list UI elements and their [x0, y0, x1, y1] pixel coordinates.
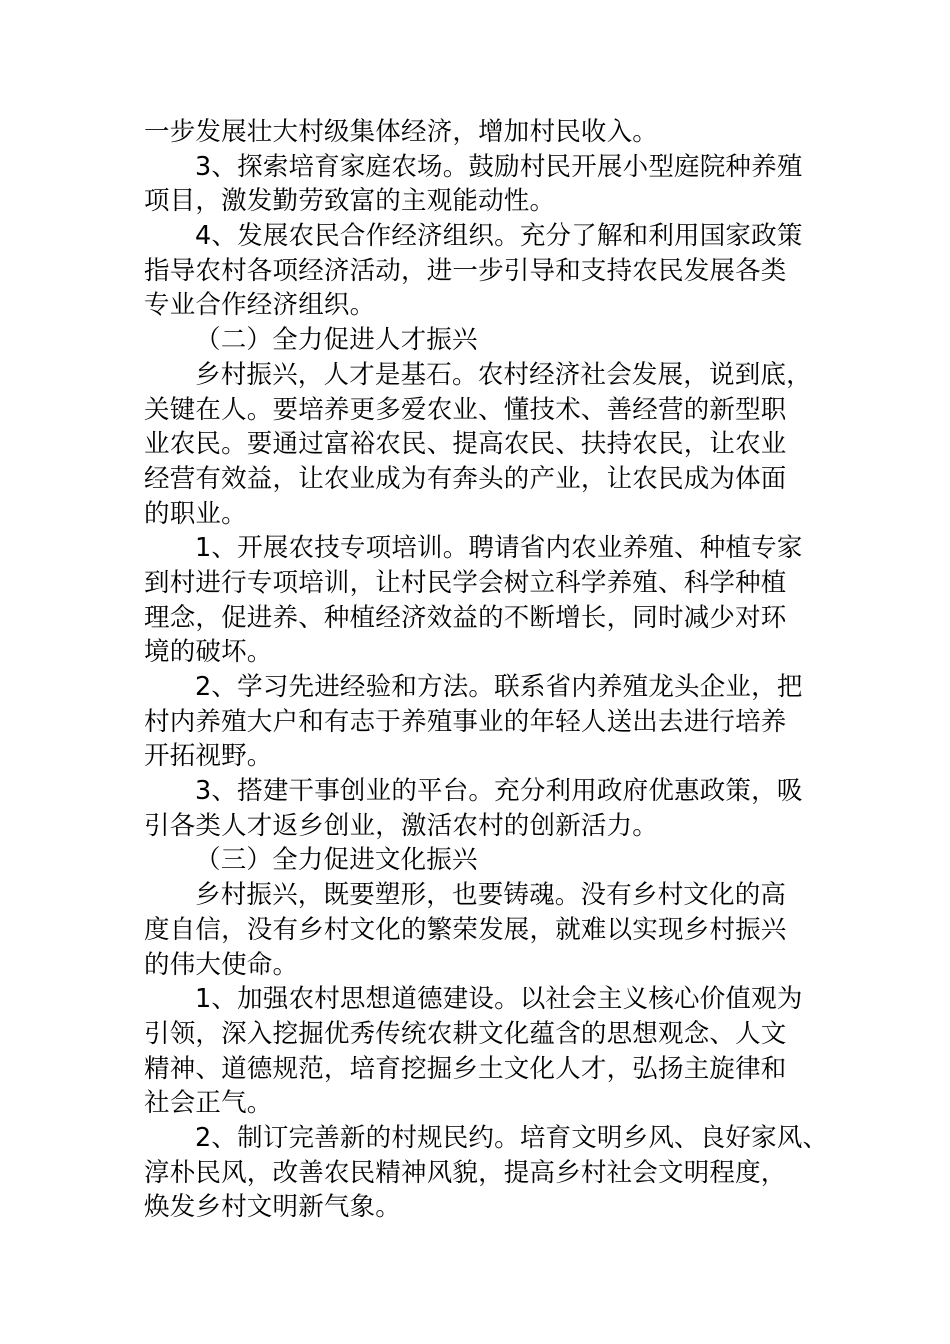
- list-item-line: 3、探索培育家庭农场。鼓励村民开展小型庭院种养殖: [195, 151, 803, 182]
- text-line: 项目，激发勤劳致富的主观能动性。: [144, 186, 556, 217]
- text-line: 的伟大使命。: [144, 949, 299, 980]
- text-line: 社会正气。: [144, 1088, 273, 1119]
- document-body: [144, 115, 834, 1225]
- text-line: 业农民。要通过富裕农民、提高农民、扶持农民，让农业: [144, 429, 787, 460]
- paragraph-first-line: 乡村振兴，既要塑形，也要铸魂。没有乡村文化的高: [195, 880, 787, 911]
- text-line: 精神、道德规范，培育挖掘乡土文化人才，弘扬主旋律和: [144, 1053, 787, 1084]
- list-item-line: 1、加强农村思想道德建设。以社会主义核心价值观为: [195, 984, 803, 1015]
- list-item-line: 2、学习先进经验和方法。联系省内养殖龙头企业，把: [195, 672, 803, 702]
- section-heading: （三）全力促进文化振兴: [195, 845, 478, 876]
- text-line: 到村进行专项培训，让村民学会树立科学养殖、科学种植: [144, 567, 787, 598]
- text-line: 境的破坏。: [144, 637, 273, 668]
- text-line: 经营有效益，让农业成为有奔头的产业，让农民成为体面: [144, 463, 787, 494]
- text-line: 焕发乡村文明新气象。: [144, 1192, 402, 1223]
- text-line: 引各类人才返乡创业，激活农村的创新活力。: [144, 810, 659, 841]
- list-item-line: 3、搭建干事创业的平台。充分利用政府优惠政策，吸: [195, 776, 803, 807]
- list-item-line: 2、制订完善新的村规民约。培育文明乡风、良好家风、: [195, 1122, 829, 1153]
- text-line: 引领，深入挖掘优秀传统农耕文化蕴含的思想观念、人文: [144, 1018, 787, 1049]
- text-line: 淳朴民风，改善农民精神风貌，提高乡村社会文明程度，: [144, 1157, 787, 1188]
- section-heading: （二）全力促进人才振兴: [195, 325, 478, 356]
- text-line: 指导农村各项经济活动，进一步引导和支持农民发展各类: [144, 255, 787, 286]
- text-line: 一步发展壮大村级集体经济，增加村民收入。: [144, 117, 659, 147]
- text-line: 度自信，没有乡村文化的繁荣发展，就难以实现乡村振兴: [144, 914, 787, 945]
- paragraph-first-line: 乡村振兴，人才是基石。农村经济社会发展，说到底，: [195, 359, 812, 390]
- list-item-line: 1、开展农技专项培训。聘请省内农业养殖、种植专家: [195, 533, 803, 564]
- list-item-line: 4、发展农民合作经济组织。充分了解和利用国家政策: [195, 221, 803, 252]
- text-line: 理念，促进养、种植经济效益的不断增长，同时减少对环: [144, 602, 787, 633]
- text-line: 开拓视野。: [144, 741, 273, 772]
- text-line: 的职业。: [144, 498, 247, 529]
- text-line: 村内养殖大户和有志于养殖事业的年轻人送出去进行培养: [144, 706, 787, 737]
- text-line: 关键在人。要培养更多爱农业、懂技术、善经营的新型职: [144, 394, 787, 425]
- text-line: 专业合作经济组织。: [144, 290, 376, 321]
